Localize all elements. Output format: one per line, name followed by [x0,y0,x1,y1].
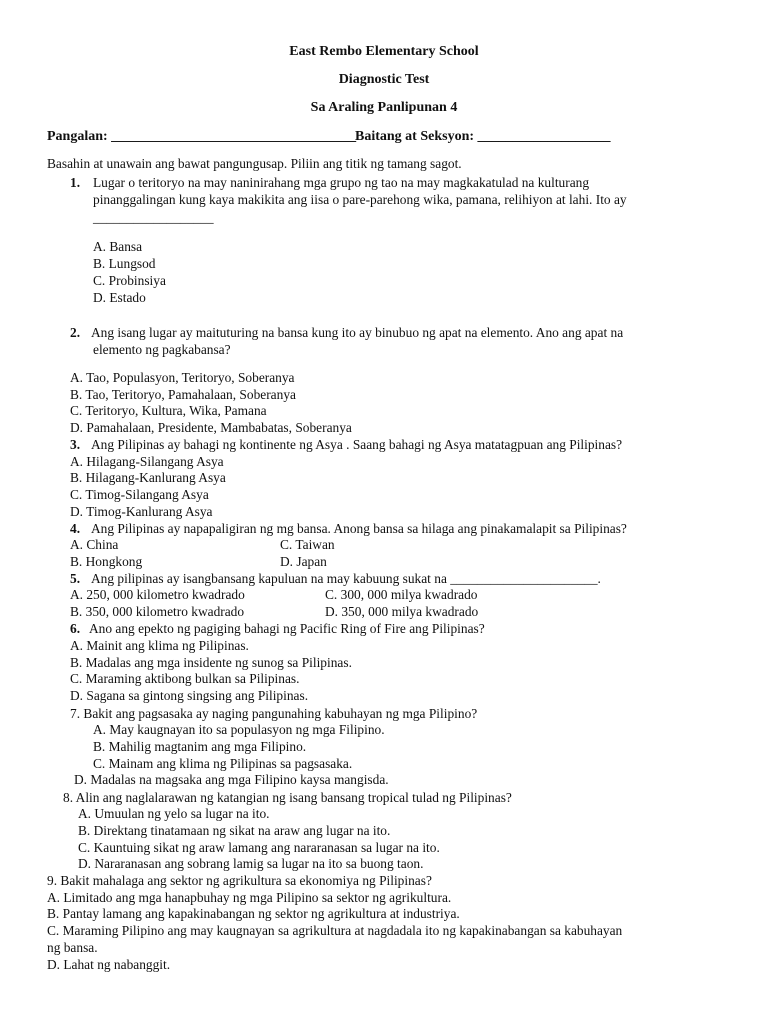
option-a: A. China [70,537,119,552]
option-d: D. Sagana sa gintong singsing ang Pilipinas. [70,688,309,703]
subject-title: Sa Araling Panlipunan 4 [310,100,458,115]
option-b: B. Direktang tinatamaan ng sikat na araw ang lugar na ito. [78,823,391,838]
option-d: D. 350, 000 milya kwadrado [325,604,479,619]
question-text: Ang pilipinas ay isangbansang kapuluan na may kabuung sukat na ______________________. [91,571,601,586]
question-text: 7. Bakit ang pagsasaka ay naging pangunahing kabuhayan ng mga Pilipino? [70,706,478,721]
option-a: A. Limitado ang mga hanapbuhay ng mga Pilipino sa sektor ng agrikultura. [47,890,452,905]
option-c: C. Timog-Silangang Asya [70,487,209,502]
option-b: B. Lungsod [93,256,156,271]
option-a: A. 250, 000 kilometro kwadrado [70,587,245,602]
question-number: 6. [70,621,81,636]
option-c: C. Teritoryo, Kultura, Wika, Pamana [70,403,267,418]
option-c: C. Kauntuing sikat ng araw lamang ang nararanasan sa lugar na ito. [78,840,440,855]
answer-blank: __________________ [93,210,214,225]
question-number: 5. [70,571,81,586]
option-c: C. Maraming Pilipino ang may kaugnayan sa agrikultura at nagdadala ito ng kapakinabangan sa kabuhayan [47,923,623,938]
question-text: Ano ang epekto ng pagiging bahagi ng Pacific Ring of Fire ang Pilipinas? [89,621,485,636]
grade-section-field-label: Baitang at Seksyon: ___________________ [355,129,611,144]
option-a: A. Mainit ang klima ng Pilipinas. [70,638,249,653]
question-number: 4. [70,521,81,536]
question-text: Ang Pilipinas ay bahagi ng kontinente ng Asya . Saang bahagi ng Asya matatagpuan ang Pilipinas? [91,437,623,452]
question-text: Ang isang lugar ay maituturing na bansa kung ito ay binubuo ng apat na elemento. Ano ang apat na [91,325,624,340]
option-b: B. Madalas ang mga insidente ng sunog sa Pilipinas. [70,655,352,670]
school-name: East Rembo Elementary School [289,44,479,59]
option-b: B. Mahilig magtanim ang mga Filipino. [93,739,307,754]
test-title: Diagnostic Test [338,72,430,87]
name-field-label: Pangalan: ___________________________________ [47,129,357,144]
instructions: Basahin at unawain ang bawat pangungusap. Piliin ang titik ng tamang sagot. [47,156,462,171]
option-d: D. Madalas na magsaka ang mga Filipino kaysa mangisda. [74,772,389,787]
option-c: C. 300, 000 milya kwadrado [325,587,478,602]
option-b: B. Hilagang-Kanlurang Asya [70,470,226,485]
option-c: C. Maraming aktibong bulkan sa Pilipinas. [70,671,300,686]
question-text: elemento ng pagkabansa? [93,342,231,357]
option-c: C. Taiwan [280,537,335,552]
option-b: B. 350, 000 kilometro kwadrado [70,604,245,619]
option-d: D. Estado [93,290,146,305]
option-b: B. Hongkong [70,554,143,569]
option-a: A. Tao, Populasyon, Teritoryo, Soberanya [70,370,295,385]
option-a: A. Hilagang-Silangang Asya [70,454,224,469]
question-number: 1. [70,175,81,190]
option-a: A. May kaugnayan ito sa populasyon ng mga Filipino. [93,722,385,737]
option-d: D. Japan [280,554,327,569]
question-text: 8. Alin ang naglalarawan ng katangian ng isang bansang tropical tulad ng Pilipinas? [63,790,512,805]
option-a: A. Umuulan ng yelo sa lugar na ito. [78,806,270,821]
option-a: A. Bansa [93,239,143,254]
option-d: D. Lahat ng nabanggit. [47,957,171,972]
option-c: C. Mainam ang klima ng Pilipinas sa pagsasaka. [93,756,353,771]
option-b: B. Pantay lamang ang kapakinabangan ng sektor ng agrikultura at industriya. [47,906,460,921]
option-c-continued: ng bansa. [47,940,98,955]
question-text: Ang Pilipinas ay napapaligiran ng mg bansa. Anong bansa sa hilaga ang pinakamalapit sa Pilipinas? [91,521,627,536]
question-text: Lugar o teritoryo na may naninirahang mga grupo ng tao na may magkakatulad na kulturang [93,175,590,190]
option-d: D. Pamahalaan, Presidente, Mambabatas, Soberanya [70,420,352,435]
option-d: D. Nararanasan ang sobrang lamig sa lugar na ito sa buong taon. [78,856,424,871]
option-c: C. Probinsiya [93,273,166,288]
question-number: 3. [70,437,81,452]
question-text: pinanggalingan kung kaya makikita ang iisa o pare-parehong wika, pamana, relihiyon at lahi. Ito ay [93,192,627,207]
question-text: 9. Bakit mahalaga ang sektor ng agrikultura sa ekonomiya ng Pilipinas? [47,873,432,888]
option-d: D. Timog-Kanlurang Asya [70,504,213,519]
question-number: 2. [70,325,81,340]
option-b: B. Tao, Teritoryo, Pamahalaan, Soberanya [70,387,296,402]
